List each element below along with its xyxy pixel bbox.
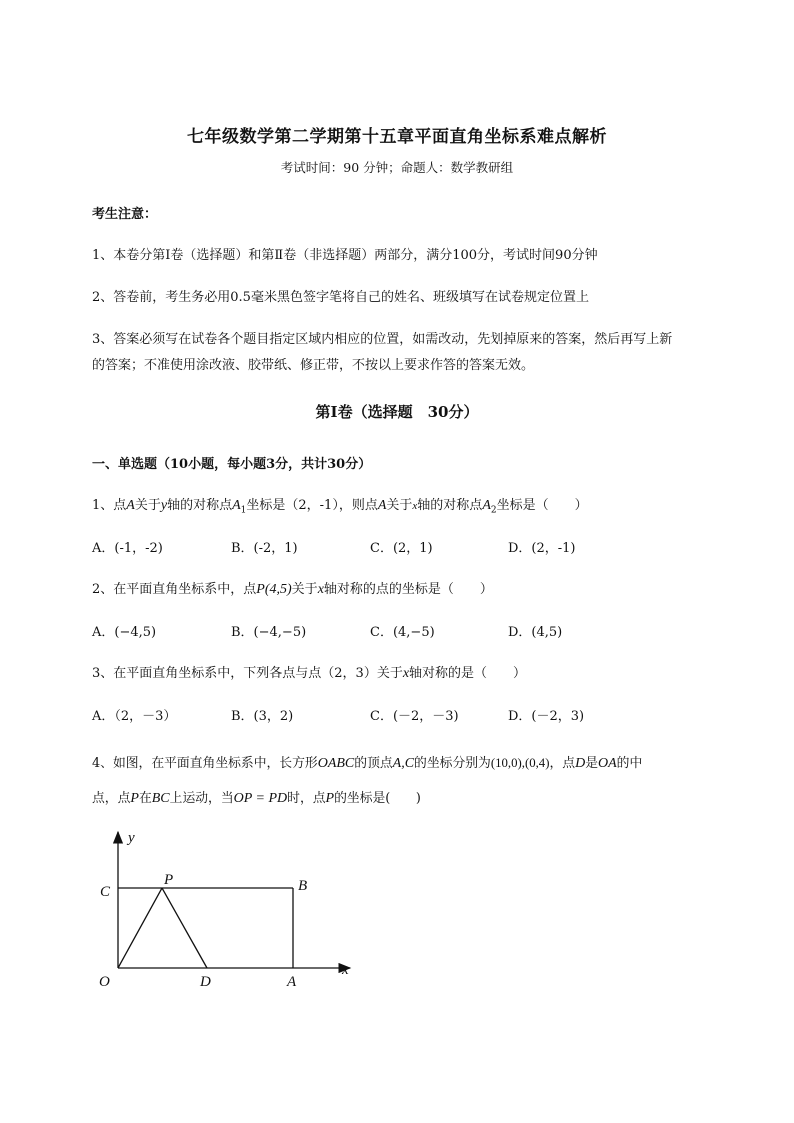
q2-text: 关于 xyxy=(291,582,318,597)
q4-equation: OP = PD xyxy=(233,791,288,806)
page-title: 七年级数学第二学期第十五章平面直角坐标系难点解析 xyxy=(187,127,607,147)
q1-text: 坐标是（2，-1），则点 xyxy=(246,498,378,513)
q2-option-d[interactable]: D．(4,5) xyxy=(508,625,563,640)
q4-text: 点，点 xyxy=(92,791,131,806)
q2-point-p: P(4,5) xyxy=(256,582,292,597)
q4-coords: (10,0),(0,4) xyxy=(490,756,550,770)
q2-text: 轴对称的点的坐标是（ ） xyxy=(323,582,493,597)
q3-option-b[interactable]: B．(3，2) xyxy=(231,709,294,724)
notice-item-3: 3、答案必须写在试卷各个题目指定区域内相应的位置，如需改动，先划掉原来的答案，然后再写上新 xyxy=(92,332,673,347)
q4-text: 的中 xyxy=(616,756,643,771)
q3-option-c[interactable]: C．(－2，－3) xyxy=(370,709,459,724)
q1-text: 坐标是（ ） xyxy=(496,498,588,513)
q1-text: 1、点 xyxy=(92,498,127,513)
q4-text: 的坐标分别为 xyxy=(414,756,491,771)
q1-option-b[interactable]: B．(-2，1) xyxy=(231,541,298,556)
q1-text: 轴的对称点 xyxy=(417,498,483,513)
q4-oabc: OABC xyxy=(317,756,355,771)
label-a: A xyxy=(287,974,297,990)
q4-text: 时，点 xyxy=(287,791,326,806)
q2-x: x xyxy=(317,582,324,597)
q4-text: 的坐标是( ) xyxy=(334,791,421,806)
q1-point-a1: A xyxy=(232,498,241,513)
q2-option-c[interactable]: C．(4,−5) xyxy=(370,625,435,640)
q1-text: 轴的对称点 xyxy=(167,498,233,513)
q1-text: 关于 xyxy=(386,498,413,513)
q1-text: 关于 xyxy=(134,498,161,513)
q1-point-a2: A xyxy=(482,498,491,513)
label-d: D xyxy=(200,974,211,990)
q3-text: 3、在平面直角坐标系中，下列各点与点（2，3）关于 xyxy=(92,666,403,681)
notice-item-1: 1、本卷分第Ⅰ卷（选择题）和第Ⅱ卷（非选择题）两部分，满分100分，考试时间90分钟 xyxy=(92,248,598,263)
label-y: y xyxy=(128,830,135,846)
q2-option-a[interactable]: A．(−4,5) xyxy=(92,625,157,640)
q1-point-a: A xyxy=(377,498,387,513)
q4-coordinate-figure xyxy=(86,822,366,992)
q1-option-c[interactable]: C．(2，1) xyxy=(370,541,433,556)
q4-text: 的顶点 xyxy=(354,756,393,771)
question-4-line-2 xyxy=(92,787,421,807)
label-b: B xyxy=(298,878,308,894)
q3-option-d[interactable]: D．(－2，3) xyxy=(508,709,585,724)
q4-text: 上运动，当 xyxy=(169,791,234,806)
exam-subtitle: 考试时间：90 分钟；命题人：数学教研组 xyxy=(280,160,514,175)
q2-option-b[interactable]: B．(−4,−5) xyxy=(231,625,307,640)
q4-ac: A,C xyxy=(392,756,415,771)
q1-x: x xyxy=(412,500,418,512)
q2-text: 2、在平面直角坐标系中，点 xyxy=(92,582,257,597)
q4-bc: BC xyxy=(151,791,170,806)
q4-p: P xyxy=(130,791,139,806)
question-3 xyxy=(92,662,526,682)
question-1 xyxy=(92,494,588,516)
q4-text: 4、如图，在平面直角坐标系中，长方形 xyxy=(92,756,318,771)
question-4-line-1 xyxy=(92,752,642,772)
q4-text: 在 xyxy=(138,791,152,806)
q1-y: y xyxy=(160,498,168,513)
notice-item-3-cont: 的答案；不准使用涂改液、胶带纸、修正带，不按以上要求作答的答案无效。 xyxy=(92,358,535,373)
q1-option-a[interactable]: A．(-1，-2) xyxy=(92,541,163,556)
q4-p: P xyxy=(325,791,335,806)
q3-option-a[interactable]: A．（2，－3） xyxy=(92,709,177,724)
q4-text: 是 xyxy=(585,756,598,771)
part-heading: 一、单选题（10小题，每小题3分，共计30分） xyxy=(92,457,372,472)
question-2 xyxy=(92,578,493,598)
label-p: P xyxy=(164,872,174,888)
q4-oa: OA xyxy=(597,756,617,771)
q1-option-d[interactable]: D．(2，-1) xyxy=(508,541,576,556)
segment-op xyxy=(118,888,162,968)
q4-text: ，点 xyxy=(549,756,576,771)
label-c: C xyxy=(100,884,111,900)
section-title: 第Ⅰ卷（选择题 30分） xyxy=(315,403,479,421)
label-x: x xyxy=(342,962,349,978)
q1-sub-2: 2 xyxy=(490,505,497,516)
notice-heading: 考生注意： xyxy=(92,207,158,222)
q4-d: D xyxy=(575,756,586,771)
q1-sub-1: 1 xyxy=(240,505,247,516)
notice-item-2: 2、答卷前，考生务必用0.5毫米黑色签字笔将自己的姓名、班级填写在试卷规定位置上 xyxy=(92,290,589,305)
segment-pd xyxy=(162,888,207,968)
q3-text: 轴对称的是（ ） xyxy=(409,666,527,681)
label-o: O xyxy=(99,974,110,990)
q3-x: x xyxy=(402,666,410,681)
q1-point-a: A xyxy=(126,498,135,513)
